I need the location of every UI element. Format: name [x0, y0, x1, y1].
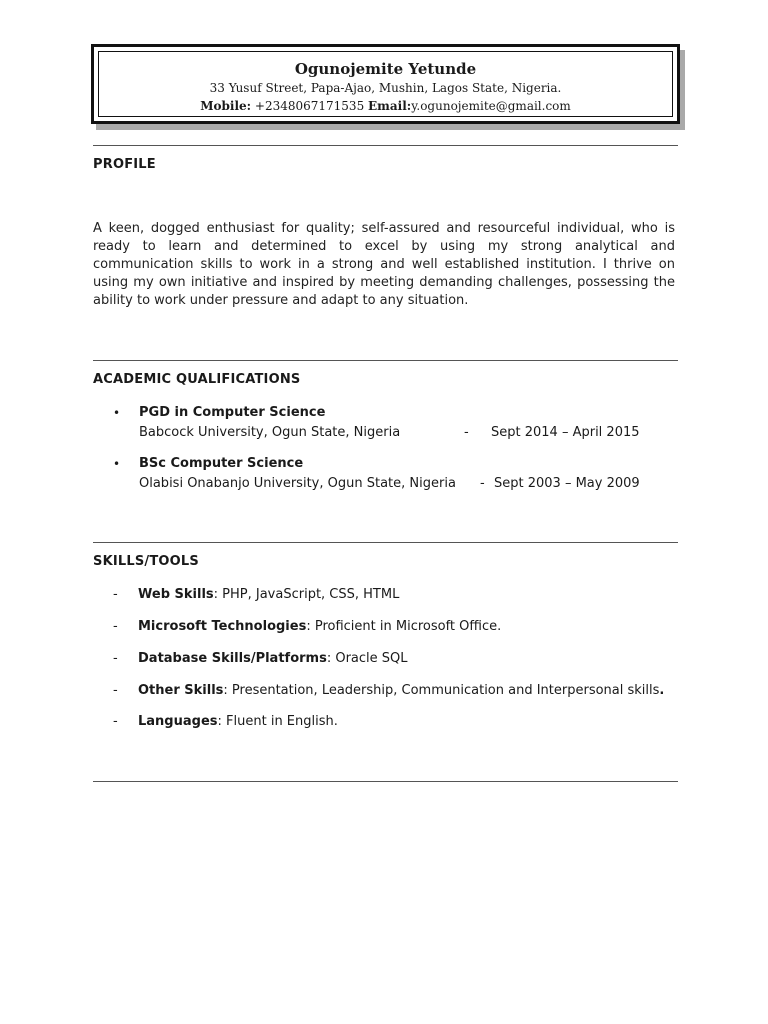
- candidate-address: 33 Yusuf Street, Papa-Ajao, Mushin, Lagos State, Nigeria.: [209, 81, 562, 95]
- skill-value: Fluent in English.: [226, 714, 338, 729]
- dash-marker: -: [113, 651, 118, 666]
- skill-end-punctuation: .: [659, 683, 665, 698]
- candidate-name: Ogunojemite Yetunde: [294, 60, 477, 78]
- date-separator: -: [480, 476, 485, 491]
- email-label: Email:: [368, 99, 412, 113]
- skill-value: Proficient in Microsoft Office.: [314, 619, 502, 634]
- institution-name: Babcock University: [139, 425, 264, 440]
- skill-value: Presentation, Leadership, Communication and Interpersonal skills: [231, 683, 660, 698]
- section-divider: [93, 781, 678, 782]
- academic-heading: ACADEMIC QUALIFICATIONS: [93, 372, 301, 387]
- header-box: [91, 44, 680, 124]
- contact-line: [99, 97, 672, 115]
- header-inner-frame: [98, 51, 673, 117]
- mobile-label: Mobile:: [200, 99, 252, 113]
- bullet-marker: •: [113, 406, 121, 420]
- dash-marker: -: [113, 714, 118, 729]
- degree-title: BSc Computer Science: [139, 456, 304, 471]
- institution-name: Olabisi Onabanjo University: [139, 476, 320, 491]
- degree-title: PGD in Computer Science: [139, 405, 326, 420]
- institution: [139, 474, 456, 494]
- skill-value: PHP, JavaScript, CSS, HTML: [222, 587, 400, 602]
- profile-heading: PROFILE: [93, 157, 156, 172]
- skill-separator: :: [213, 587, 223, 602]
- email-address: y.ogunojemite@gmail.com: [411, 99, 571, 113]
- skill-label: Microsoft Technologies: [138, 619, 307, 634]
- date-range: Sept 2003 – May 2009: [494, 476, 640, 491]
- profile-paragraph: A keen, dogged enthusiast for quality; self-assured and resourceful individual, who is ready to learn and determined to excel by using my strong analytical and communication skills to work in a strong and well established institution. I thrive on using my own initiative and inspired by meeting demanding challenges, possessing the ability to work under pressure and adapt to any situation.: [93, 221, 675, 308]
- skill-label: Web Skills: [138, 587, 214, 602]
- dash-marker: -: [113, 619, 118, 634]
- section-divider: [93, 145, 678, 146]
- qualification-item: [113, 403, 673, 445]
- date-separator: -: [464, 425, 469, 440]
- institution-location: , Ogun State, Nigeria: [319, 476, 456, 491]
- section-divider: [93, 542, 678, 543]
- skill-separator: :: [306, 619, 315, 634]
- date-range: Sept 2014 – April 2015: [491, 425, 640, 440]
- bullet-marker: •: [113, 457, 121, 471]
- skill-separator: :: [223, 683, 232, 698]
- skill-label: Languages: [138, 714, 218, 729]
- institution: [139, 423, 400, 443]
- skill-value: Oracle SQL: [335, 651, 408, 666]
- institution-location: , Ogun State, Nigeria: [263, 425, 401, 440]
- skill-separator: :: [217, 714, 227, 729]
- skill-label: Database Skills/Platforms: [138, 651, 327, 666]
- skill-separator: :: [326, 651, 336, 666]
- dash-marker: -: [113, 587, 118, 602]
- qualification-item: [113, 454, 673, 496]
- dash-marker: -: [113, 683, 118, 698]
- section-divider: [93, 360, 678, 361]
- mobile-number: +2348067171535: [254, 99, 365, 113]
- skills-heading: SKILLS/TOOLS: [93, 554, 199, 569]
- skill-label: Other Skills: [138, 683, 224, 698]
